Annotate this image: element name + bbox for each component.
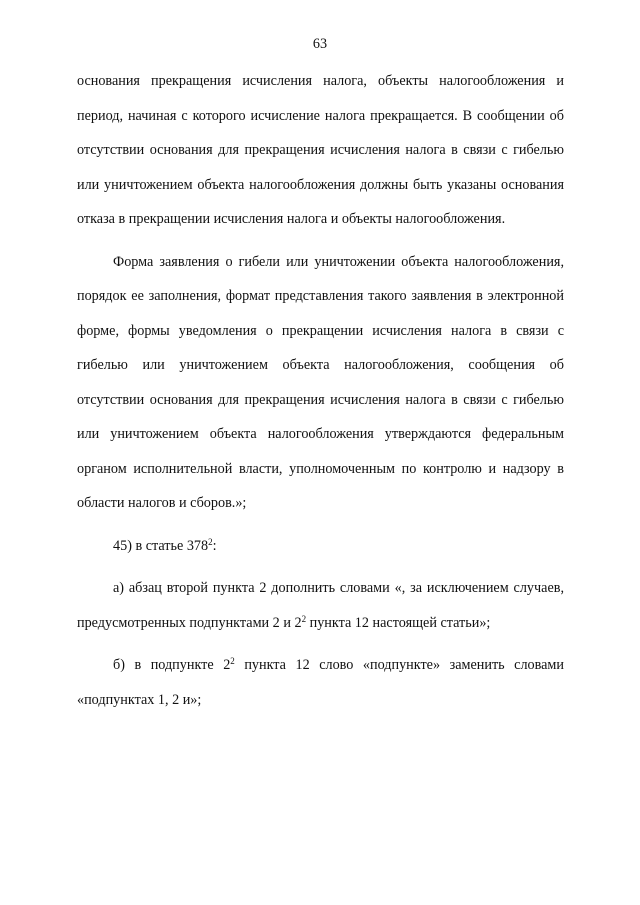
paragraph-forms-approval: Форма заявления о гибели или уничтожении объекта налогообложения, порядок ее заполнения, формат представления такого заявления в электронной форме, формы уведомления о прекращении исчисления налога в связи с гибелью или уничтожением объекта налогообложения, сообщения об отсутствии основания для прекращения исчисления налога в связи с гибелью или уничтожением объекта налогообложения утверждаются федеральным органом исполнительной власти, уполномоченным по контролю и надзору в области налогов и сборов.»; <box>77 253 564 511</box>
paragraph-tax-termination-notice: основания прекращения исчисления налога, объекты налогообложения и период, начиная с которого исчисление налога прекращается. В сообщении об отсутствии основания для прекращения исчисления налога в связи с гибелью или уничтожением объекта налогообложения должны быть указаны основания отказа в прекращении исчисления налога и объекты налогообложения. <box>77 73 564 227</box>
paragraph-item-45 <box>77 529 564 564</box>
text-run: пункта 12 слово «подпункте» заменить словами «подпунктах 1, 2 и»; <box>77 657 564 708</box>
page-number: 63 <box>312 36 328 52</box>
text-run: а) абзац второй пункта 2 дополнить словами «, за исключением случаев, предусмотренных подпунктами 2 и 2 <box>77 580 564 631</box>
text-run: пункта 12 настоящей статьи»; <box>306 614 491 631</box>
text-run: : <box>212 537 217 554</box>
text-run: 45) в статье 378 <box>113 537 209 554</box>
paragraph-subitem-a <box>77 571 564 640</box>
superscript: 2 <box>208 536 213 547</box>
paragraph-subitem-b <box>77 648 564 717</box>
superscript: 2 <box>230 656 235 666</box>
text-run: б) в подпункте 2 <box>113 657 231 673</box>
superscript: 2 <box>301 613 307 624</box>
document-body <box>77 64 564 717</box>
